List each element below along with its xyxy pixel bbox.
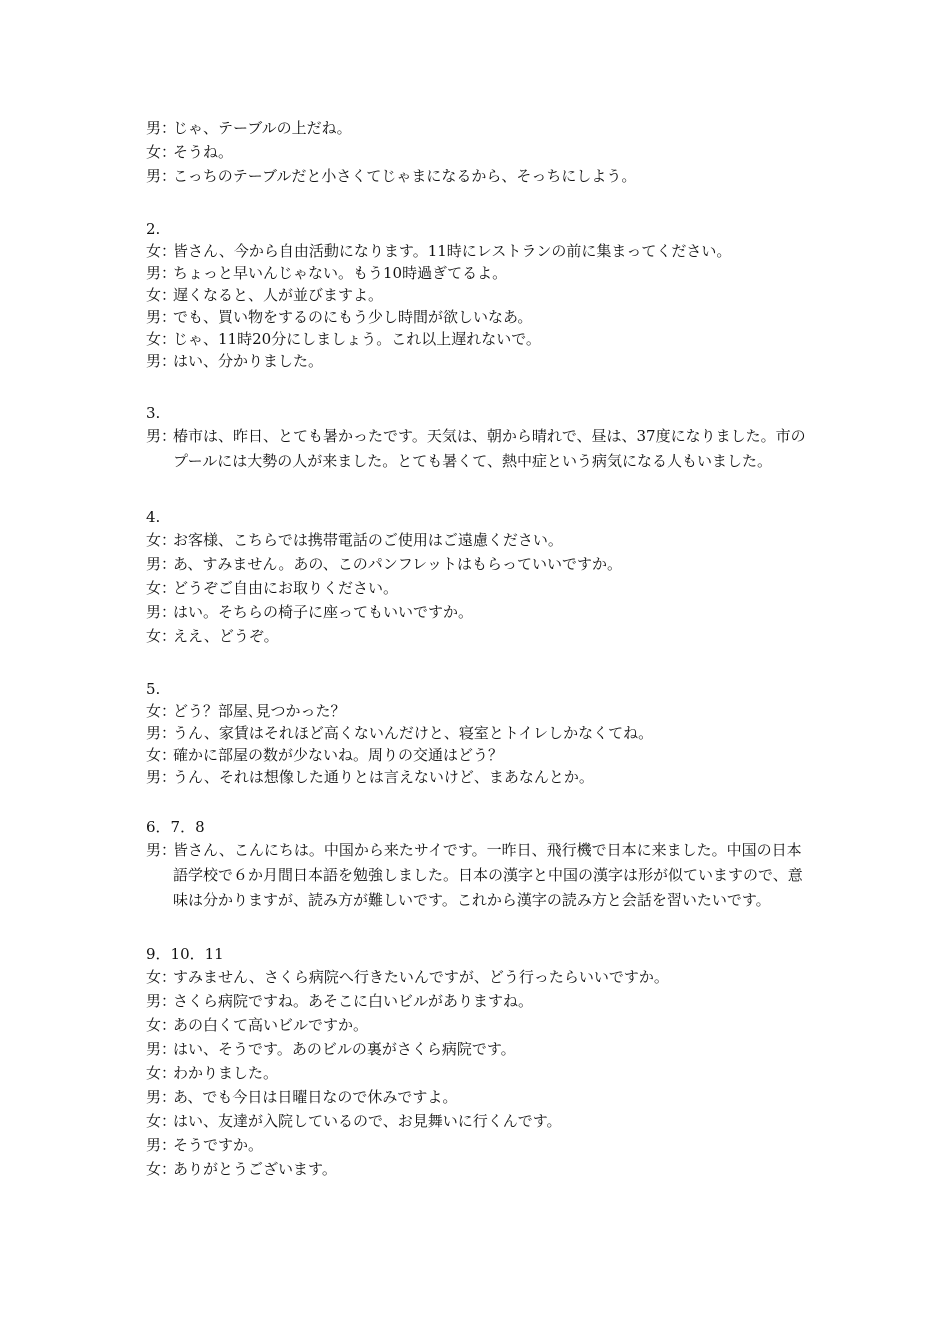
line-text: さくら病院ですね。あそこに白いビルがありますね。 [173,992,534,1010]
line-text: ありがとうございます。 [173,1160,337,1178]
colon: ： [161,1112,177,1130]
line-text: はい、友達が入院しているので、お見舞いに行くんです。 [173,1112,562,1130]
colon: ： [161,1016,177,1034]
colon: ： [161,308,177,326]
colon: ： [161,768,177,786]
line-text: じゃ、11時20分にしましょう。これ以上遅れないで。 [173,330,541,348]
section-5 [146,678,816,788]
speaker: 男 [146,841,162,859]
line-text: ちょっと早いんじゃない。もう10時過ぎてるよ。 [173,264,508,282]
colon: ： [161,841,177,859]
speaker: 男 [146,555,162,573]
dialogue-line [146,528,816,552]
line-text: 椿市は、昨日、とても暑かったです。天気は、朝から晴れで、昼は、37度になりました。市のプールには大勢の人が来ました。とても暑くて、熱中症という病気になる人もいました。 [173,427,806,470]
section-4 [146,506,816,648]
colon: ： [161,992,177,1010]
section-heading: 5. [146,680,161,698]
colon: ： [161,119,177,137]
line-text: はい、分かりました。 [173,352,324,370]
speaker: 男 [146,1136,162,1154]
section-6-7-8 [146,816,816,913]
line-text: 遅くなると、人が並びますよ。 [173,286,384,304]
line-text: うん、それは想像した通りとは言えないけど、まあなんとか。 [173,768,594,786]
speaker: 女 [146,143,162,161]
dialogue-line [146,965,816,989]
dialogue-line [146,140,816,164]
line-text: わかりました。 [173,1064,279,1082]
colon: ： [161,167,177,185]
speaker: 女 [146,330,162,348]
dialogue-line [146,1133,816,1157]
document-page [146,116,816,1181]
colon: ： [161,555,177,573]
dialogue-line [146,424,816,474]
colon: ： [161,330,177,348]
line-text: あ、すみません。あの、このパンフレットはもらっていいですか。 [173,555,622,573]
line-text: ええ、どうぞ。 [173,627,279,645]
dialogue-line [146,240,816,262]
dialogue-line [146,116,816,140]
colon: ： [161,264,177,282]
colon: ： [161,579,177,597]
colon: ： [161,1160,177,1178]
line-text: あの白くて高いビルですか。 [173,1016,369,1034]
speaker: 女 [146,746,162,764]
colon: ： [161,1064,177,1082]
speaker: 男 [146,427,162,445]
speaker: 女 [146,627,162,645]
speaker: 女 [146,1112,162,1130]
line-text: でも、買い物をするのにもう少し時間が欲しいなあ。 [173,308,533,326]
section-heading: 3. [146,404,161,422]
section-2 [146,218,816,372]
speaker: 女 [146,1160,162,1178]
colon: ： [161,968,177,986]
line-text: お客様、こちらでは携帯電話のご使用はご遠慮ください。 [173,531,563,549]
section-9-10-11 [146,943,816,1181]
speaker: 女 [146,579,162,597]
section-heading: 4. [146,508,161,526]
line-text: じゃ、テーブルの上だね。 [173,119,352,137]
dialogue-line [146,722,816,744]
line-text: はい、そうです。あのビルの裏がさくら病院です。 [173,1040,516,1058]
speaker: 男 [146,264,162,282]
colon: ： [161,1040,177,1058]
section-heading: 2. [146,220,161,238]
dialogue-line [146,1061,816,1085]
line-text: 皆さん、こんにちは。中国から来たサイです。一昨日、飛行機で日本に来ました。中国の日本語学校で６か月間日本語を勉強しました。日本の漢字と中国の漢字は形が似ていますので、意味は分かりますが、読み方が難しいです。これから漢字の読み方と会話を習いたいです。 [173,841,803,909]
speaker: 男 [146,603,162,621]
speaker: 男 [146,992,162,1010]
line-text: どう？部屋､見つかった？ [173,702,346,720]
speaker: 男 [146,724,162,742]
colon: ： [161,627,177,645]
dialogue-line [146,700,816,722]
line-text: そうね。 [173,143,234,161]
colon: ： [161,1136,177,1154]
section-1 [146,116,816,188]
speaker: 男 [146,1040,162,1058]
speaker: 女 [146,531,162,549]
dialogue-line [146,838,816,913]
line-text: 確かに部屋の数が少ないね。周りの交通はどう？ [173,746,504,764]
section-3 [146,402,816,474]
speaker: 男 [146,352,162,370]
speaker: 女 [146,242,162,260]
line-text: こっちのテーブルだと小さくてじゃまになるから、そっちにしよう。 [173,167,637,185]
dialogue-line [146,624,816,648]
dialogue-line [146,1013,816,1037]
speaker: 男 [146,119,162,137]
section-heading: 6．7．8 [146,818,205,836]
line-text: うん、家賃はそれほど高くないんだけと、寝室とトイレしかなくてね。 [173,724,654,742]
line-text: そうですか。 [173,1136,264,1154]
colon: ： [161,1088,177,1106]
dialogue-line [146,1037,816,1061]
colon: ： [161,724,177,742]
dialogue-line [146,262,816,284]
colon: ： [161,427,177,445]
dialogue-line [146,164,816,188]
speaker: 女 [146,1064,162,1082]
dialogue-line [146,328,816,350]
line-text: すみません、さくら病院へ行きたいんですが、どう行ったらいいですか。 [173,968,669,986]
dialogue-line [146,1157,816,1181]
colon: ： [161,702,177,720]
dialogue-line [146,744,816,766]
line-text: あ、でも今日は日曜日なので休みですよ。 [173,1088,458,1106]
dialogue-line [146,766,816,788]
colon: ： [161,746,177,764]
speaker: 女 [146,968,162,986]
colon: ： [161,603,177,621]
dialogue-line [146,552,816,576]
speaker: 男 [146,768,162,786]
colon: ： [161,242,177,260]
speaker: 女 [146,286,162,304]
speaker: 男 [146,167,162,185]
dialogue-line [146,1085,816,1109]
line-text: はい。そちらの椅子に座ってもいいですか。 [173,603,474,621]
colon: ： [161,143,177,161]
colon: ： [161,286,177,304]
colon: ： [161,531,177,549]
colon: ： [161,352,177,370]
dialogue-line [146,600,816,624]
dialogue-line [146,576,816,600]
section-heading: 9．10．11 [146,945,224,963]
line-text: 皆さん、今から自由活動になります。11時にレストランの前に集まってください。 [173,242,732,260]
speaker: 女 [146,1016,162,1034]
dialogue-line [146,284,816,306]
dialogue-line [146,350,816,372]
speaker: 女 [146,702,162,720]
speaker: 男 [146,308,162,326]
line-text: どうぞご自由にお取りください。 [173,579,399,597]
dialogue-line [146,1109,816,1133]
dialogue-line [146,989,816,1013]
speaker: 男 [146,1088,162,1106]
dialogue-line [146,306,816,328]
